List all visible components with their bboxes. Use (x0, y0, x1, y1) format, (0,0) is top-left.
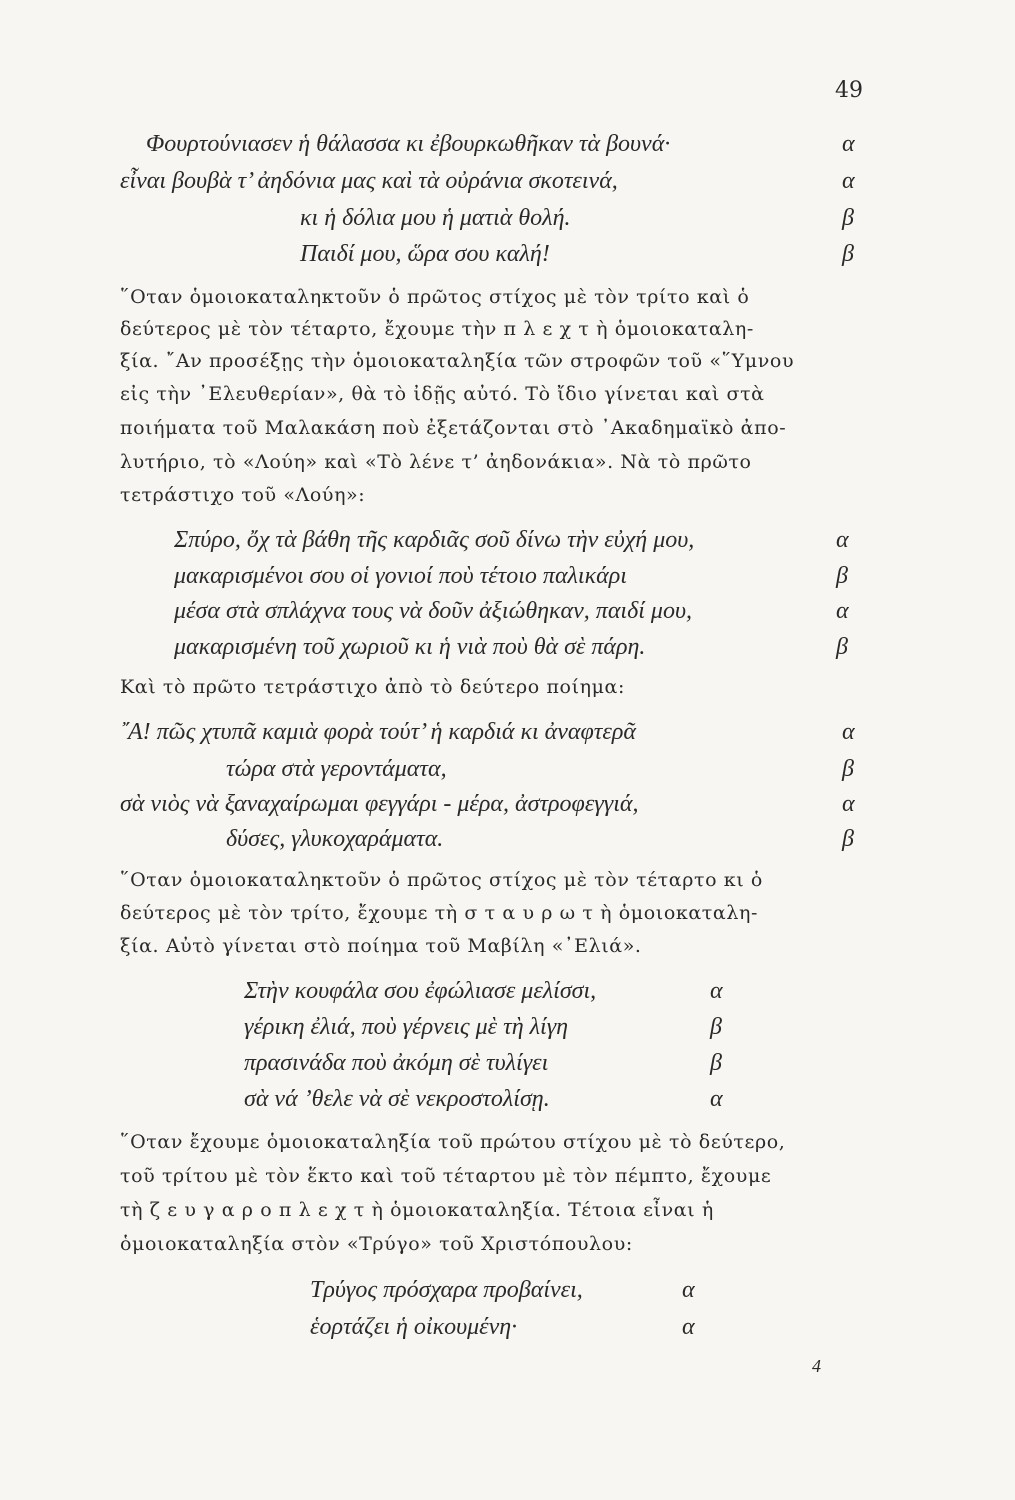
prose-line: τετράστιχο τοῦ «Λούη»: (120, 484, 366, 506)
verse-line: κι ἡ δόλια μου ἡ ματιὰ θολή. (300, 205, 571, 231)
verse-line: Παιδί μου, ὥρα σου καλή! (300, 241, 550, 267)
prose-line: ξία. Αὐτὸ γίνεται στὸ ποίημα τοῦ Μαβίλη «᾿Ελιά». (120, 935, 642, 957)
verse-line: μακαρισμένη τοῦ χωριοῦ κι ἡ νιὰ ποὺ θὰ σὲ πάρη. (174, 634, 646, 660)
verse-line: εἶναι βουβὰ τ’ ἀηδόνια μας καὶ τὰ οὐράνια σκοτεινά, (120, 168, 618, 194)
rhyme-letter: α (710, 1086, 723, 1112)
prose-line: δεύτερος μὲ τὸν τρίτο, ἔχουμε τὴ σ τ α υ ρ ω τ ὴ ὁμοιοκαταλη- (120, 902, 758, 924)
rhyme-letter: α (842, 131, 855, 157)
prose-line: ῞Οταν ὁμοιοκαταληκτοῦν ὁ πρῶτος στίχος μὲ τὸν τέταρτο κι ὁ (120, 869, 763, 891)
verse-line: δύσες, γλυκοχαράματα. (226, 826, 444, 852)
rhyme-letter: β (710, 1014, 722, 1040)
verse-line: Τρύγος πρόσχαρα προβαίνει, (310, 1277, 583, 1303)
prose-line: εἰς τὴν ᾿Ελευθερίαν», θὰ τὸ ἰδῇς αὐτό. Τὸ ἴδιο γίνεται καὶ στὰ (120, 383, 765, 405)
rhyme-letter: β (842, 756, 854, 782)
prose-line: ποιήματα τοῦ Μαλακάση ποὺ ἐξετάζονται στὸ ᾿Ακαδημαϊκὸ ἀπο- (120, 417, 787, 439)
rhyme-letter: α (842, 168, 855, 194)
verse-line: σὰ νά ’θελε νὰ σὲ νεκροστολίσῃ. (244, 1086, 550, 1112)
prose-line: τοῦ τρίτου μὲ τὸν ἕκτο καὶ τοῦ τέταρτου μὲ τὸν πέμπτο, ἔχουμε (120, 1165, 772, 1187)
prose-line: ὁμοιοκαταληξία στὸν «Τρύγο» τοῦ Χριστόπουλου: (120, 1233, 633, 1255)
rhyme-letter: β (836, 563, 848, 589)
prose-line: λυτήριο, τὸ «Λούη» καὶ «Τὸ λένε τ’ ἀηδονάκια». Νὰ τὸ πρῶτο (120, 451, 752, 473)
verse-line: τώρα στὰ γεροντάματα, (226, 756, 447, 782)
prose-line: ξία. ῎Αν προσέξῃς τὴν ὁμοιοκαταληξία τῶν στροφῶν τοῦ «῞Υμνου (120, 350, 795, 372)
verse-line: ἑορτάζει ἡ οἰκουμένη· (310, 1314, 518, 1340)
rhyme-letter: α (842, 719, 855, 745)
verse-line: ῎Α! πῶς χτυπᾶ καμιὰ φορὰ τούτ’ ἡ καρδιά κι ἀναφτερᾶ (120, 719, 636, 745)
verse-line: Σπύρο, ὄχ τὰ βάθη τῆς καρδιᾶς σοῦ δίνω τὴν εὐχή μου, (174, 527, 695, 553)
prose-paragraph-2: Καὶ τὸ πρῶτο τετράστιχο ἀπὸ τὸ δεύτερο ποίημα: (120, 676, 625, 698)
rhyme-letter: β (836, 634, 848, 660)
rhyme-letter: β (842, 826, 854, 852)
page-number: 49 (835, 78, 863, 103)
prose-line: ῞Οταν ὁμοιοκαταληκτοῦν ὁ πρῶτος στίχος μὲ τὸν τρίτο καὶ ὁ (120, 286, 750, 308)
rhyme-letter: α (710, 978, 723, 1004)
verse-line: πρασινάδα ποὺ ἀκόμη σὲ τυλίγει (244, 1050, 549, 1076)
rhyme-letter: α (836, 527, 849, 553)
verse-line: σὰ νιὸς νὰ ξαναχαίρωμαι φεγγάρι - μέρα, ἀστροφεγγιά, (120, 791, 639, 817)
rhyme-letter: α (836, 598, 849, 624)
prose-line: δεύτερος μὲ τὸν τέταρτο, ἔχουμε τὴν π λ ε χ τ ὴ ὁμοιοκαταλη- (120, 318, 754, 340)
prose-line: ῞Οταν ἔχουμε ὁμοιοκαταληξία τοῦ πρώτου στίχου μὲ τὸ δεύτερο, (120, 1131, 786, 1153)
rhyme-letter: α (682, 1314, 695, 1340)
rhyme-letter: β (842, 241, 854, 267)
rhyme-letter: β (710, 1050, 722, 1076)
verse-line: μακαρισμένοι σου οἱ γονιοί ποὺ τέτοιο παλικάρι (174, 563, 627, 589)
signature-mark: 4 (812, 1356, 821, 1376)
rhyme-letter: β (842, 205, 854, 231)
rhyme-letter: α (842, 791, 855, 817)
verse-line: μέσα στὰ σπλάχνα τους νὰ δοῦν ἀξιώθηκαν, παιδί μου, (174, 598, 692, 624)
verse-line: Φουρτούνιασεν ἡ θάλασσα κι ἐβουρκωθῆκαν τὰ βουνά· (146, 131, 671, 157)
rhyme-letter: α (682, 1277, 695, 1303)
verse-line: Στὴν κουφάλα σου ἐφώλιασε μελίσσι, (244, 978, 597, 1004)
prose-line: τὴ ζ ε υ γ α ρ ο π λ ε χ τ ὴ ὁμοιοκαταληξία. Τέτοια εἶναι ἡ (120, 1199, 714, 1221)
verse-line: γέρικη ἐλιά, ποὺ γέρνεις μὲ τὴ λίγη (244, 1014, 569, 1040)
